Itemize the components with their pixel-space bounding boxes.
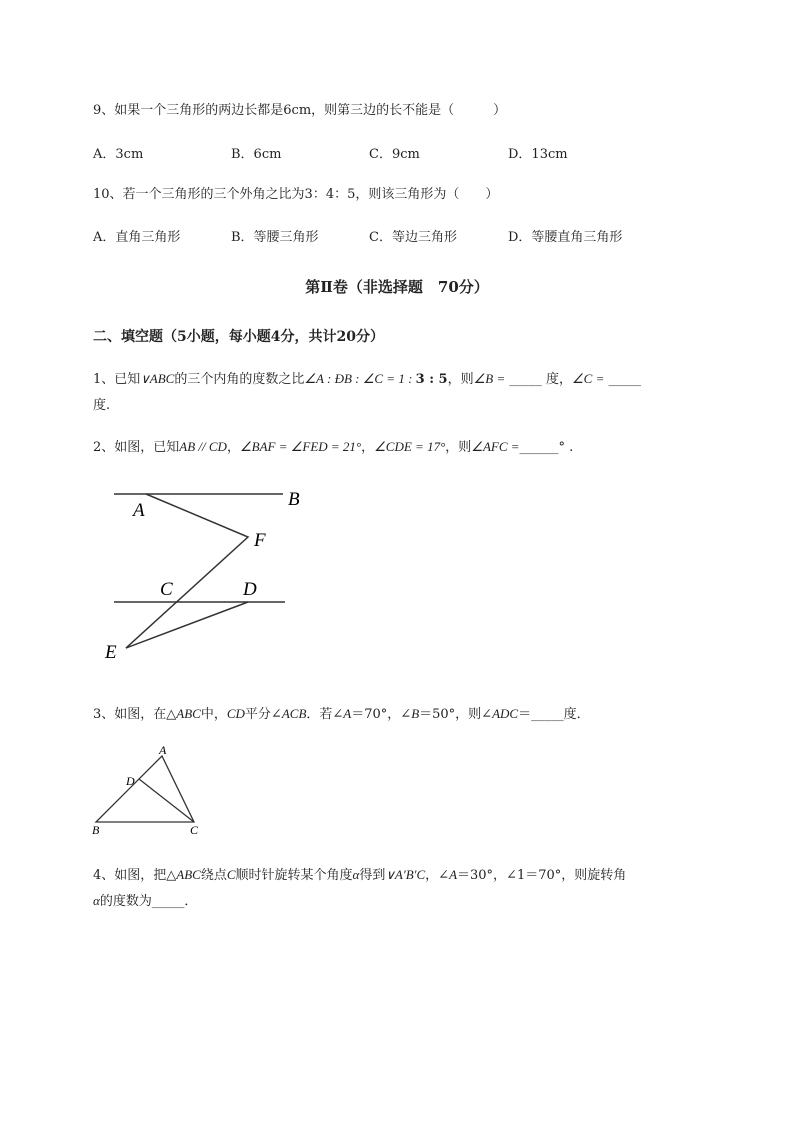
q3-text-1: 3、如图，在△ xyxy=(93,707,177,722)
q3-a: A xyxy=(343,706,352,721)
q3-text-5: ＝70°，∠ xyxy=(351,707,412,722)
fill-question-3 xyxy=(93,703,590,722)
q4-text-5: ，∠ xyxy=(425,868,450,883)
q4-alpha-2: α xyxy=(93,893,100,908)
q4-text-3: 顺时针旋转某个角度 xyxy=(235,868,353,883)
q4-abc: ABC xyxy=(176,867,201,882)
q3-b: B xyxy=(411,706,420,721)
q2-angle-cde: ∠CDE = 17° xyxy=(374,439,446,454)
q4-alpha: α xyxy=(352,867,360,882)
q3-text-6: ＝50°，则∠ xyxy=(419,707,493,722)
q4-text-1: 4、如图，把△ xyxy=(93,868,177,883)
label-b: B xyxy=(92,823,100,837)
q9-option-a: A．3cm xyxy=(93,147,144,162)
q4-line-2 xyxy=(93,890,197,909)
label-e: E xyxy=(105,642,117,663)
q10-stem: 10、若一个三角形的三个外角之比为3：4：5，则该三角形为（ ） xyxy=(93,187,499,202)
label-a: A xyxy=(133,500,145,521)
label-c: C xyxy=(160,579,173,600)
section-title: 二、填空题（5小题，每小题4分，共计20分） xyxy=(93,329,384,345)
fill-question-2 xyxy=(93,436,573,455)
label-d: D xyxy=(126,774,135,788)
q9-stem: 9、如果一个三角形的两边长都是6cm，则第三边的长不能是（ ） xyxy=(93,103,507,118)
q2-text-5: ° . xyxy=(558,440,574,455)
label-d: D xyxy=(243,579,257,600)
fill-question-4 xyxy=(93,864,626,883)
q2-angle-eq: ∠BAF = ∠FED = 21° xyxy=(239,439,362,454)
q3-text-2: 中， xyxy=(200,707,227,722)
q9-option-b: B．6cm xyxy=(231,147,282,162)
q3-text-4: ．若∠ xyxy=(306,707,344,722)
q1-blank-2: _____ xyxy=(604,372,642,387)
q1-angle-c: ∠C = xyxy=(572,371,605,386)
q2-blank: ______ xyxy=(519,440,559,455)
q2-text-3: ， xyxy=(361,440,375,455)
q3-adc: ADC xyxy=(492,706,519,721)
q1-text-2: 的三个内角的度数之比 xyxy=(174,372,305,387)
q1-ratio-bold: 3 : 5 xyxy=(415,372,448,387)
q1-text-1: 1、已知 xyxy=(93,372,141,387)
q1-triangle: ∨ABC xyxy=(140,371,175,386)
q4-triangle-2: ∨A′B′C xyxy=(385,867,426,882)
q10-option-b: B．等腰三角形 xyxy=(231,230,319,245)
q4-text-7: 的度数为_____． xyxy=(99,894,198,909)
q1-text-3: ，则 xyxy=(447,372,474,387)
q1-ratio: ∠A : ÐB : ∠C = 1 : xyxy=(304,371,416,386)
q4-text-6: ＝30°，∠1＝70°，则旋转角 xyxy=(457,868,627,883)
label-f: F xyxy=(254,530,266,551)
q10-option-d: D．等腰直角三角形 xyxy=(508,230,623,245)
q3-text-3: 平分∠ xyxy=(244,707,282,722)
q9-option-c: C．9cm xyxy=(369,147,420,162)
q10-option-a: A．直角三角形 xyxy=(93,230,181,245)
q3-acb: ACB xyxy=(281,706,307,721)
q4-text-4: 得到 xyxy=(359,868,386,883)
label-c: C xyxy=(190,823,199,837)
triangle-abc xyxy=(96,756,194,822)
q1-angle-b: ∠B = xyxy=(473,371,506,386)
q10-option-c: C．等边三角形 xyxy=(369,230,457,245)
q3-cd: CD xyxy=(226,706,245,721)
q4-a: A xyxy=(449,867,458,882)
q1-blank-1: _____ xyxy=(505,372,547,387)
q2-angle-afc: ∠AFC = xyxy=(471,439,520,454)
label-a: A xyxy=(159,743,167,757)
fill-question-1 xyxy=(93,368,641,387)
q1-line-2: 度. xyxy=(93,398,111,413)
figure-triangle xyxy=(88,745,218,840)
q4-text-2: 绕点 xyxy=(200,868,227,883)
segment-cd xyxy=(139,779,194,822)
q9-option-d: D．13cm xyxy=(508,147,568,162)
label-b: B xyxy=(288,489,300,510)
q2-text-4: ，则 xyxy=(445,440,472,455)
figure-parallel-lines xyxy=(100,480,320,670)
part2-title: 第Ⅱ卷（非选择题 70分） xyxy=(305,278,489,296)
q4-c: C xyxy=(226,867,236,882)
q2-parallel: AB // CD xyxy=(179,439,227,454)
q1-text-4: 度， xyxy=(546,372,573,387)
q2-text-1: 2、如图，已知 xyxy=(93,440,180,455)
q3-abc: ABC xyxy=(176,706,201,721)
q2-text-2: ， xyxy=(226,440,240,455)
q3-text-7: ＝_____度． xyxy=(518,707,590,722)
